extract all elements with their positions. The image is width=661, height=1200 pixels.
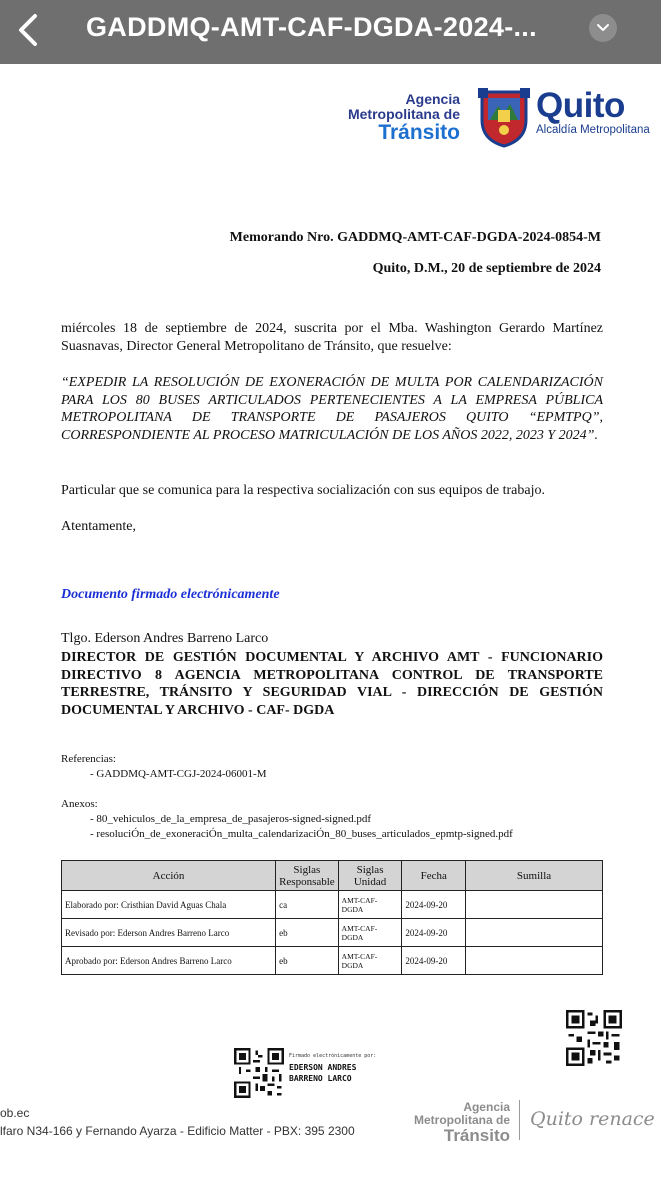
footer-slogan: Quito renace bbox=[530, 1108, 655, 1130]
signer-name: Tlgo. Ederson Andres Barreno Larco bbox=[61, 631, 269, 646]
quito-coat-of-arms-icon bbox=[476, 86, 532, 148]
footer-amt-line3: Tránsito bbox=[443, 1126, 510, 1145]
body-paragraph-resolution: “EXPEDIR LA RESOLUCIÓN DE EXONERACIÓN DE MULTA POR CALENDARIZACIÓN PARA LOS 80 BUSES ARTICULADOS PERTENECIENTES A LA EMPRESA PÚBLICA METROPOLITANA DE TRANSPORTE DE PASAJEROS QUITO “EPMTPQ”, CORRESPONDIENTE AL PROCESO MATRICULACIÓN DE LOS AÑOS 2022, 2023 Y 2024”. bbox=[61, 375, 603, 443]
table-row bbox=[62, 919, 603, 947]
cell-fecha: 2024-09-20 bbox=[402, 947, 466, 975]
quito-logo-subtitle: Alcaldía Metropolitana bbox=[536, 124, 650, 136]
table-header-row bbox=[62, 861, 603, 891]
amt-logo-line2: Metropolitana de bbox=[347, 106, 460, 122]
cell-sumilla bbox=[466, 919, 603, 947]
cell-unidad: AMT-CAF-DGDA bbox=[338, 947, 402, 975]
header-sumilla: Sumilla bbox=[466, 861, 603, 891]
header-accion: Acción bbox=[62, 861, 276, 891]
quito-logo bbox=[536, 88, 650, 136]
document-title: GADDMQ-AMT-CAF-DGDA-2024-... bbox=[86, 12, 537, 42]
chevron-left-icon bbox=[17, 13, 39, 47]
signature-name-line2: BARRENO LARCO bbox=[289, 1074, 352, 1083]
attachments-label: Anexos: bbox=[61, 798, 98, 810]
body-paragraph-1: miércoles 18 de septiembre de 2024, suscrita por el Mba. Washington Gerardo Martínez Suasnavas, Director General Metropolitano de Tránsito, que resuelve: bbox=[61, 321, 603, 354]
table-row bbox=[62, 891, 603, 919]
cell-unidad: AMT-CAF-DGDA bbox=[338, 891, 402, 919]
cell-fecha: 2024-09-20 bbox=[402, 891, 466, 919]
title-menu-button[interactable] bbox=[589, 14, 617, 42]
header-siglas-responsable: Siglas Responsable bbox=[276, 861, 339, 891]
reference-item: - GADDMQ-AMT-CGJ-2024-06001-M bbox=[90, 768, 267, 780]
references-label: Referencias: bbox=[61, 753, 116, 765]
amt-logo bbox=[312, 92, 460, 143]
header-siglas-unidad: Siglas Unidad bbox=[338, 861, 402, 891]
amt-logo-line1: Agencia bbox=[405, 91, 460, 107]
signature-qr-code-icon bbox=[233, 1048, 285, 1098]
signer-role: DIRECTOR DE GESTIÓN DOCUMENTAL Y ARCHIVO AMT - FUNCIONARIO DIRECTIVO 8 AGENCIA METROPOLITANA CONTROL DE TRANSPORTE TERRESTRE, TRÁNSITO Y SEGURIDAD VIAL - DIRECCIÓN DE GESTIÓN DOCUMENTAL Y ARCHIVO - CAF- DGDA bbox=[61, 650, 603, 718]
cell-responsable: eb bbox=[276, 919, 339, 947]
quito-logo-wordmark: Quito bbox=[536, 86, 625, 125]
body-paragraph-3: Particular que se comunica para la respectiva socialización con sus equipos de trabajo. bbox=[61, 483, 545, 498]
memo-number: Memorando Nro. GADDMQ-AMT-CAF-DGDA-2024-0854-M bbox=[229, 230, 601, 245]
cell-accion: Aprobado por: Ederson Andres Barreno Larco bbox=[62, 947, 276, 975]
signature-name-line1: EDERSON ANDRES bbox=[289, 1063, 357, 1072]
signature-name bbox=[289, 1062, 356, 1084]
footer-amt-line1: Agencia bbox=[463, 1100, 510, 1114]
attachment-item[interactable]: - resoluciÓn_de_exoneraciÓn_multa_calendarizaciÓn_80_buses_articulados_epmtp-signed.pdf bbox=[90, 828, 513, 840]
closing-salutation: Atentamente, bbox=[61, 519, 137, 534]
footer-address: lfaro N34-166 y Fernando Ayarza - Edificio Matter - PBX: 395 2300 bbox=[0, 1124, 355, 1138]
cell-accion: Revisado por: Ederson Andres Barreno Larco bbox=[62, 919, 276, 947]
qr-code-icon bbox=[566, 1010, 622, 1066]
cell-accion: Elaborado por: Cristhian David Aguas Chala bbox=[62, 891, 276, 919]
viewer-toolbar bbox=[0, 0, 661, 64]
signature-caption: Firmado electrónicamente por: bbox=[289, 1053, 377, 1059]
attachment-item[interactable]: - 80_vehiculos_de_la_empresa_de_pasajeros-signed-signed.pdf bbox=[90, 813, 372, 825]
cell-sumilla bbox=[466, 891, 603, 919]
memo-date: Quito, D.M., 20 de septiembre de 2024 bbox=[372, 261, 601, 276]
cell-responsable: eb bbox=[276, 947, 339, 975]
cell-responsable: ca bbox=[276, 891, 339, 919]
approval-table bbox=[61, 860, 603, 975]
back-button[interactable] bbox=[10, 10, 46, 50]
chevron-down-icon bbox=[596, 23, 610, 33]
table-row bbox=[62, 947, 603, 975]
header-fecha: Fecha bbox=[402, 861, 466, 891]
footer-amt-line2: Metropolitana de bbox=[413, 1113, 510, 1127]
cell-sumilla bbox=[466, 947, 603, 975]
footer-website: ob.ec bbox=[0, 1106, 30, 1120]
amt-logo-line3: Tránsito bbox=[378, 121, 460, 144]
cell-fecha: 2024-09-20 bbox=[402, 919, 466, 947]
cell-unidad: AMT-CAF-DGDA bbox=[338, 919, 402, 947]
electronic-signature-note: Documento firmado electrónicamente bbox=[61, 587, 280, 602]
footer-divider bbox=[519, 1100, 520, 1140]
footer-amt-logo bbox=[392, 1101, 510, 1144]
